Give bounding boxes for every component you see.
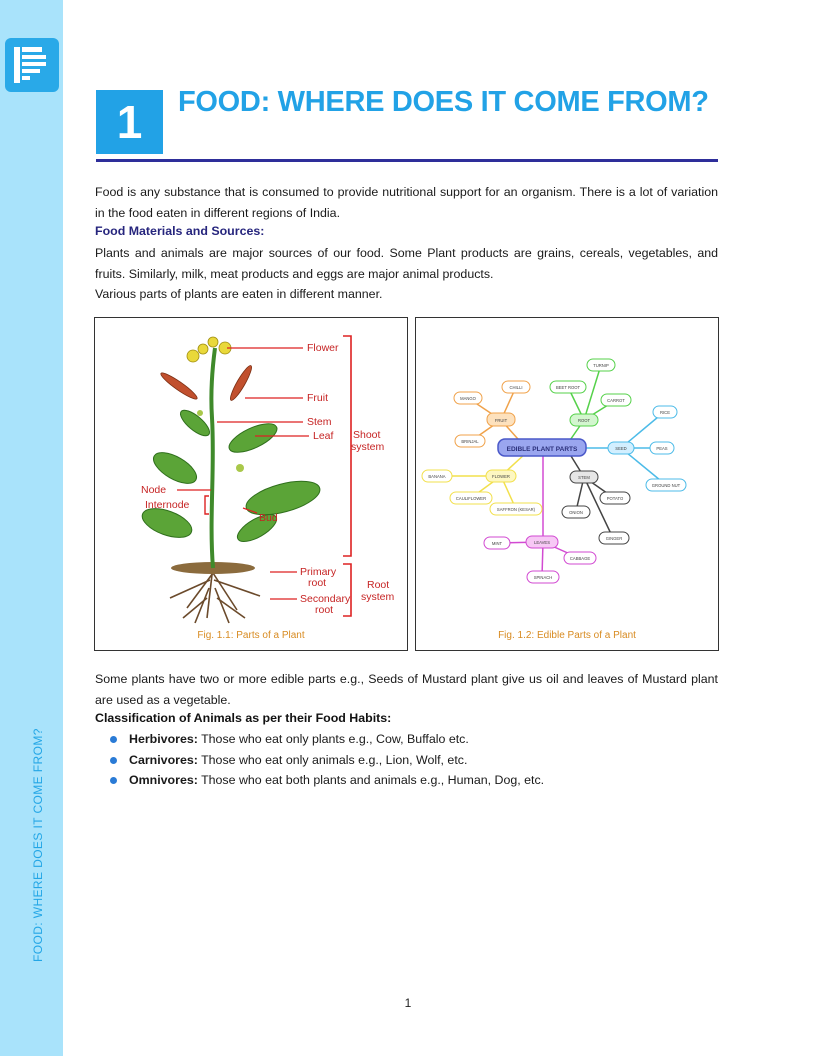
bullet-icon	[110, 757, 117, 764]
label-secondary-root: root	[315, 604, 334, 616]
desc-omnivores: Those who eat both plants and animals e.g., Human, Dog, etc.	[197, 773, 545, 787]
node-onion: ONION	[569, 510, 583, 515]
label-leaf: Leaf	[313, 430, 334, 442]
desc-herbivores: Those who eat only plants e.g., Cow, Buffalo etc.	[197, 732, 469, 746]
node-saffron: SAFFRON (KESAR)	[496, 507, 536, 512]
label-fruit: Fruit	[307, 392, 328, 404]
term-carnivores: Carnivores:	[129, 752, 198, 767]
node-carrot: CARROT	[607, 398, 625, 403]
node-fruit: FRUIT	[494, 418, 508, 423]
node-stem: STEM	[578, 475, 590, 480]
mindmap	[416, 318, 720, 652]
node-potato: POTATO	[606, 496, 624, 501]
label-primary-root: root	[308, 577, 327, 589]
node-mango: MANGO	[460, 396, 476, 401]
page-number: 1	[404, 996, 412, 1010]
desc-carnivores: Those who eat only animals e.g., Lion, Wolf, etc.	[197, 752, 468, 767]
node-chilli: CHILLI	[509, 385, 523, 390]
label-root-system-1: Root	[367, 579, 390, 591]
label-node: Node	[141, 484, 167, 496]
intro-paragraph: Food is any substance that is consumed to provide nutritional support for an organism. There is a lot of variation in the food eaten in different regions of India.	[95, 185, 718, 220]
label-primary: Primary	[300, 566, 337, 578]
animal-classification-list	[108, 729, 544, 791]
node-mint: MINT	[491, 541, 503, 546]
figure2-caption: Fig. 1.2: Edible Parts of a Plant	[498, 630, 636, 641]
bullet-icon	[110, 736, 117, 743]
section-heading-classification: Classification of Animals as per their Food Habits:	[95, 711, 392, 725]
figure1-caption: Fig. 1.1: Parts of a Plant	[197, 630, 305, 641]
list-item	[108, 729, 544, 750]
logo-icon	[5, 38, 59, 92]
node-flower: FLOWER	[492, 474, 510, 479]
mindmap-center: EDIBLE PLANT PARTS	[506, 446, 578, 453]
node-rice: RICE	[659, 410, 671, 415]
sources-paragraph: Plants and animals are major sources of our food. Some Plant products are grains, cereals, vegetables, and fruits. Similarly, milk, meat products and eggs are major animal products.	[95, 246, 718, 281]
label-shoot: Shoot	[353, 429, 381, 441]
node-leaves: LEAVES	[534, 540, 550, 545]
node-root: ROOT	[577, 418, 591, 423]
node-beetroot: BEET ROOT	[555, 385, 581, 390]
figure-parts-of-plant	[94, 317, 408, 651]
node-spinach: SPINACH	[533, 575, 553, 580]
title-divider	[96, 159, 718, 162]
node-ginger: GINGER	[605, 536, 623, 541]
term-herbivores: Herbivores:	[129, 732, 198, 746]
node-brinjal: BRINJAL	[461, 439, 479, 444]
node-turnip: TURNIP	[593, 363, 609, 368]
running-title: FOOD: WHERE DOES IT COME FROM?	[31, 728, 45, 962]
plant-parts-paragraph: Various parts of plants are eaten in different manner.	[95, 287, 383, 301]
node-banana: BANANA	[428, 474, 446, 479]
label-internode: Internode	[145, 499, 190, 511]
node-groundnut: GROUND NUT	[651, 483, 681, 488]
label-root-system-2: system	[361, 591, 395, 603]
label-secondary: Secondary	[300, 593, 351, 605]
label-shoot-system: system	[351, 441, 385, 453]
publisher-logo	[5, 38, 59, 92]
chapter-title: FOOD: WHERE DOES IT COME FROM?	[178, 86, 709, 118]
list-item	[108, 750, 544, 771]
mustard-paragraph: Some plants have two or more edible parts e.g., Seeds of Mustard plant give us oil and leaves of Mustard plant are used as a vegetable.	[95, 672, 718, 707]
label-stem: Stem	[307, 416, 332, 428]
node-cabbage: CABBAGE	[569, 556, 591, 561]
node-peas: PEAS	[656, 446, 668, 451]
section-heading-food-sources: Food Materials and Sources:	[95, 224, 265, 238]
sidebar	[0, 0, 63, 1056]
node-cauliflower: CAULIFLOWER	[455, 496, 487, 501]
term-omnivores: Omnivores:	[129, 773, 198, 787]
bullet-icon	[110, 777, 117, 784]
figure-edible-plant-parts	[415, 317, 719, 651]
label-flower: Flower	[307, 342, 339, 354]
plant-illustration	[95, 318, 409, 652]
list-item	[108, 770, 544, 791]
label-bud: Bud	[259, 512, 278, 524]
chapter-number: 1	[96, 90, 163, 154]
node-seed: SEED	[615, 446, 627, 451]
